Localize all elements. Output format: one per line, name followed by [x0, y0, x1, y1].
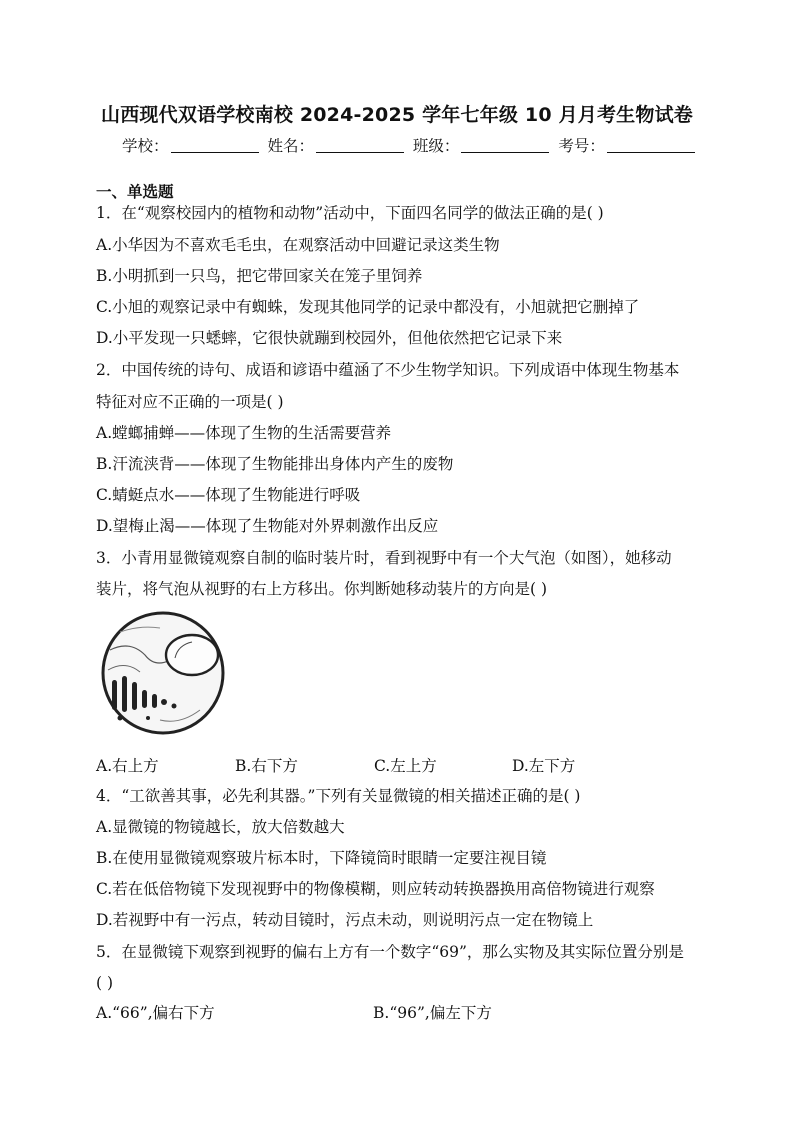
exam-number-blank[interactable]	[607, 138, 695, 153]
question-1-option-b: B.小明抓到一只鸟，把它带回家关在笼子里饲养	[96, 267, 423, 285]
section-title: 一、单选题	[96, 183, 174, 201]
question-2-option-c: C.蜻蜓点水——体现了生物能进行呼吸	[96, 486, 361, 504]
question-1-option-d: D.小平发现一只蟋蟀，它很快就蹦到校园外，但他依然把它记录下来	[96, 329, 563, 347]
student-info-line	[122, 134, 699, 156]
school-blank[interactable]	[171, 138, 259, 153]
question-3-stem-line-2: 装片，将气泡从视野的右上方移出。你判断她移动装片的方向是( )	[96, 580, 548, 598]
question-3-option-d: D.左下方	[512, 757, 576, 775]
question-1-option-a: A.小华因为不喜欢毛毛虫，在观察活动中回避记录这类生物	[96, 236, 500, 254]
question-2-option-a: A.螳螂捕蝉——体现了生物的生活需要营养	[96, 424, 392, 442]
question-5-option-b: B.“96”,偏左下方	[373, 1004, 492, 1022]
question-4-stem: 4．“工欲善其事，必先利其器。”下列有关显微镜的相关描述正确的是( )	[96, 787, 581, 805]
school-label: 学校：	[122, 137, 169, 155]
class-blank[interactable]	[461, 138, 549, 153]
name-blank[interactable]	[316, 138, 404, 153]
question-4-option-c: C.若在低倍物镜下发现视野中的物像模糊，则应转动转换器换用高倍物镜进行观察	[96, 880, 655, 898]
question-5-stem-line-2: ( )	[96, 974, 114, 992]
air-bubble	[166, 635, 218, 675]
exam-number-label: 考号：	[558, 137, 605, 155]
question-2-stem-line-1: 2．中国传统的诗句、成语和谚语中蕴涵了不少生物学知识。下列成语中体现生物基本	[96, 361, 680, 379]
microscope-field-figure	[100, 610, 226, 736]
name-label: 姓名：	[267, 137, 314, 155]
question-5-stem-line-1: 5．在显微镜下观察到视野的偏右上方有一个数字“69”，那么实物及其实际位置分别是	[96, 943, 684, 961]
class-label: 班级：	[412, 137, 460, 155]
question-4-option-a: A.显微镜的物镜越长，放大倍数越大	[96, 818, 345, 836]
question-2-stem-line-2: 特征对应不正确的一项是( )	[96, 393, 284, 411]
question-3-option-c: C.左上方	[374, 757, 437, 775]
question-1-stem: 1．在“观察校园内的植物和动物”活动中，下面四名同学的做法正确的是( )	[96, 204, 604, 222]
question-4-option-d: D.若视野中有一污点，转动目镜时，污点未动，则说明污点一定在物镜上	[96, 911, 594, 929]
question-1-option-c: C.小旭的观察记录中有蜘蛛，发现其他同学的记录中都没有，小旭就把它删掉了	[96, 298, 640, 316]
question-3-option-a: A.右上方	[96, 757, 159, 775]
exam-title: 山西现代双语学校南校 2024-2025 学年七年级 10 月月考生物试卷	[101, 104, 693, 126]
question-4-option-b: B.在使用显微镜观察玻片标本时，下降镜筒时眼睛一定要注视目镜	[96, 849, 547, 867]
question-2-option-b: B.汗流浃背——体现了生物能排出身体内产生的废物	[96, 455, 454, 473]
question-3-stem-line-1: 3．小青用显微镜观察自制的临时装片时，看到视野中有一个大气泡（如图），她移动	[96, 549, 672, 567]
question-5-option-a: A.“66”,偏右下方	[96, 1004, 215, 1022]
question-2-option-d: D.望梅止渴——体现了生物能对外界刺激作出反应	[96, 517, 439, 535]
question-3-option-b: B.右下方	[235, 757, 298, 775]
